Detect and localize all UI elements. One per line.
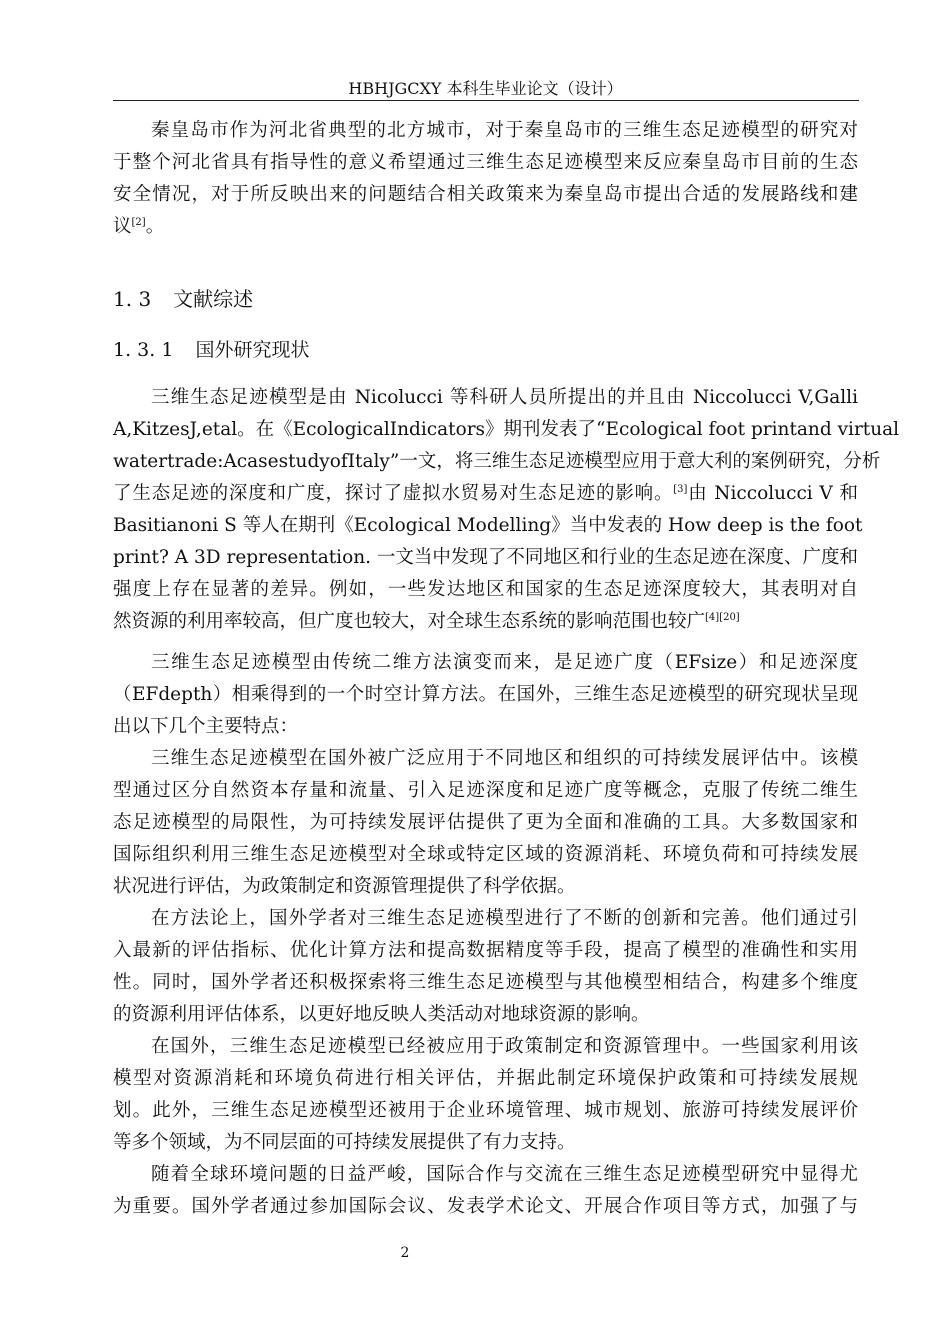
text-segment: 性。同时，国外学者还积极探索将三维生态足迹模型与其他模型相结合，构建多个维度 [113,972,858,993]
text-line [113,903,858,935]
text-line [113,446,881,478]
text-segment: 的资源利用评估体系，以更好地反映人类活动对地球资源的影响。 [113,1004,650,1025]
text-line [113,510,863,542]
text-segment: 安全情况，对于所反映出来的问题结合相关政策来为秦皇岛市提出合适的发展路线和建 [113,184,858,205]
text-segment: print? A 3D representation. 一文当中发现了不同地区和行业的生态足迹在深度、广度和 [113,547,858,568]
text-line [113,647,858,679]
section-title: 文献综述 [173,287,254,311]
subsection-number: 1. 3. 1 [113,339,174,361]
text-line [113,606,858,638]
text-line [113,1063,858,1095]
text-segment: 秦皇岛市作为河北省典型的北方城市，对于秦皇岛市的三维生态足迹模型的研究对 [151,120,858,141]
text-line [113,679,858,711]
text-segment: （EFdepth）相乘得到的一个时空计算方法。在国外，三维生态足迹模型的研究现状呈现 [113,684,858,705]
text-line [113,871,858,903]
text-segment: 为重要。国外学者通过参加国际会议、发表学术论文、开展合作项目等方式，加强了与 [113,1196,858,1217]
text-line [113,839,858,871]
paragraph [113,115,858,243]
text-line [113,1127,858,1159]
text-line [113,807,858,839]
text-line [113,574,858,606]
text-segment: 了生态足迹的深度和广度，探讨了虚拟水贸易对生态足迹的影响。 [113,483,674,504]
text-line [113,743,858,775]
text-line [113,775,858,807]
text-line [113,211,858,243]
paragraph [113,1031,858,1159]
subsection-title: 国外研究现状 [195,339,310,361]
section-heading [113,283,253,312]
citation-reference: [4][20] [705,612,740,623]
text-segment: 等多个领域，为不同层面的可持续发展提供了有力支持。 [113,1132,576,1153]
text-line [113,1095,858,1127]
page-number: 2 [400,1245,410,1261]
text-segment: 强度上存在显著的差异。例如，一些发达地区和国家的生态足迹深度较大，其表明对自 [113,579,858,600]
text-line [113,115,858,147]
text-line [113,478,858,510]
text-segment: 国际组织利用三维生态足迹模型对全球或特定区域的资源消耗、环境负荷和可持续发展 [113,844,858,865]
text-segment: Basitianoni S 等人在期刊《Ecological Modelling》当中发表的 How deep is the foot [113,515,863,536]
text-line [113,1031,858,1063]
page-header: HBHJGCXY 本科生毕业论文（设计） [348,79,623,98]
text-segment: 三维生态足迹模型在国外被广泛应用于不同地区和组织的可持续发展评估中。该模 [151,748,858,769]
text-segment: 于整个河北省具有指导性的意义希望通过三维生态足迹模型来反应秦皇岛市目前的生态 [113,152,858,173]
text-line [113,967,858,999]
paragraph [113,1159,858,1223]
section-number: 1. 3 [113,287,152,311]
subsection-heading [113,335,309,362]
citation-reference: [2] [131,217,146,228]
text-segment: 三维生态足迹模型由传统二维方法演变而来，是足迹广度（EFsize）和足迹深度 [151,652,858,673]
text-segment: A,KitzesJ,etal。在《EcologicalIndicators》期刊发表了“Ecological foot printand virtual [113,419,900,440]
text-segment: 议 [113,216,132,237]
text-line [113,935,858,967]
text-line [113,147,858,179]
header-divider [113,100,859,101]
paragraph [113,743,858,903]
text-segment: 型通过区分自然资本存量和流量、引入足迹深度和足迹广度等概念，克服了传统二维生 [113,780,858,801]
text-segment: 然资源的利用率较高，但广度也较大，对全球生态系统的影响范围也较广 [113,611,706,632]
text-line [113,179,858,211]
text-line [113,542,858,574]
text-line [113,1191,858,1223]
text-segment: 划。此外，三维生态足迹模型还被用于企业环境管理、城市规划、旅游可持续发展评价 [113,1100,858,1121]
paragraph [113,647,858,743]
text-line [113,414,900,446]
text-segment: 在国外，三维生态足迹模型已经被应用于政策制定和资源管理中。一些国家利用该 [151,1036,858,1057]
text-line [113,711,858,743]
text-segment: watertrade:AcasestudyofItaly”一文，将三维生态足迹模型应用于意大利的案例研究，分析 [113,451,881,472]
text-line [113,382,858,414]
text-segment: 在方法论上，国外学者对三维生态足迹模型进行了不断的创新和完善。他们通过引 [151,908,858,929]
paragraph [113,903,858,1031]
text-segment: 态足迹模型的局限性，为可持续发展评估提供了更为全面和准确的工具。大多数国家和 [113,812,858,833]
text-segment: 随着全球环境问题的日益严峻，国际合作与交流在三维生态足迹模型研究中显得尤 [151,1164,858,1185]
text-segment: 出以下几个主要特点： [113,716,299,737]
text-segment: 三维生态足迹模型是由 Nicolucci 等科研人员所提出的并且由 Niccolucci V,Galli [151,387,858,408]
text-segment: 模型对资源消耗和环境负荷进行相关评估，并据此制定环境保护政策和可持续发展规 [113,1068,858,1089]
text-segment: 入最新的评估指标、优化计算方法和提高数据精度等手段，提高了模型的准确性和实用 [113,940,858,961]
text-line [113,999,858,1031]
citation-reference: [3] [673,484,688,495]
text-segment: 由 Niccolucci V 和 [687,483,858,504]
text-line [113,1159,858,1191]
text-segment: 状况进行评估，为政策制定和资源管理提供了科学依据。 [113,876,576,897]
paragraph [113,382,900,638]
text-segment: 。 [145,216,165,237]
